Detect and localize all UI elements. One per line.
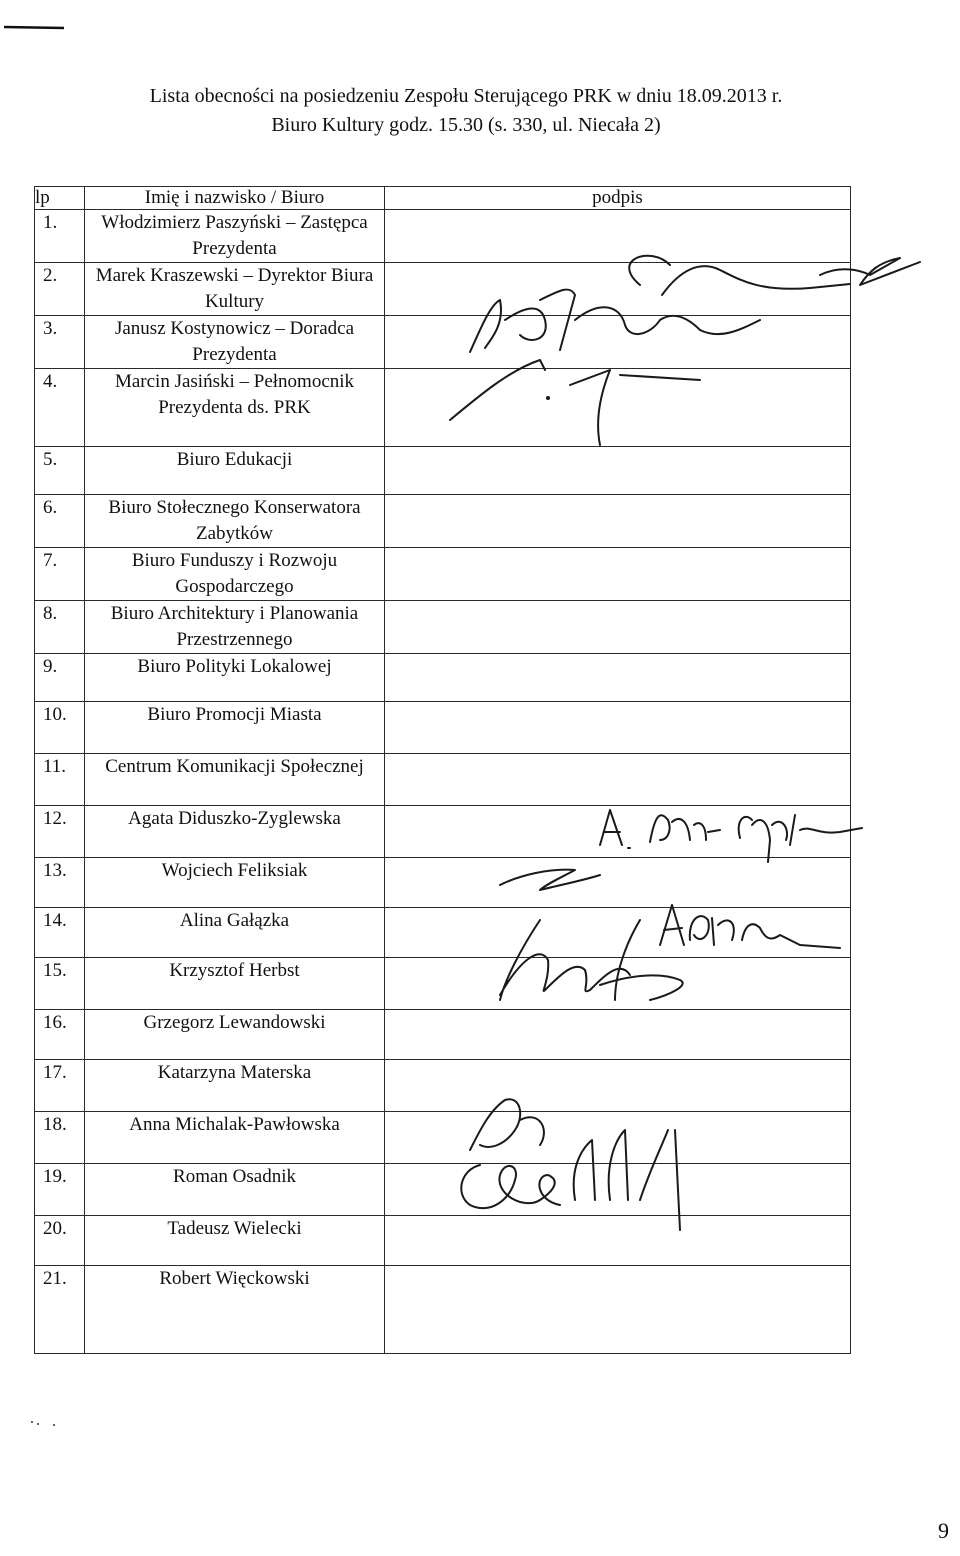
- table-row: [35, 369, 851, 447]
- row-number: 18.: [35, 1112, 85, 1164]
- row-signature-cell: [385, 548, 851, 601]
- table-row: [35, 548, 851, 601]
- row-number: 4.: [35, 369, 85, 447]
- header-name: Imię i nazwisko / Biuro: [85, 187, 385, 210]
- row-name: Anna Michalak-Pawłowska: [85, 1112, 385, 1164]
- row-number: 2.: [35, 263, 85, 316]
- row-number: 7.: [35, 548, 85, 601]
- row-number: 5.: [35, 447, 85, 495]
- row-signature-cell: [385, 447, 851, 495]
- row-number: 9.: [35, 654, 85, 702]
- document-header: [0, 82, 960, 140]
- document-subtitle: Biuro Kultury godz. 15.30 (s. 330, ul. Niecała 2): [271, 114, 661, 136]
- table-row: [35, 1216, 851, 1266]
- row-signature-cell: [385, 369, 851, 447]
- row-name: Włodzimierz Paszyński – Zastępca Prezydenta: [85, 210, 385, 263]
- row-signature-cell: [385, 958, 851, 1010]
- row-name: Wojciech Feliksiak: [85, 858, 385, 908]
- row-number: 6.: [35, 495, 85, 548]
- row-number: 13.: [35, 858, 85, 908]
- row-signature-cell: [385, 1060, 851, 1112]
- document-title: Lista obecności na posiedzeniu Zespołu Sterującego PRK w dniu 18.09.2013 r.: [149, 85, 783, 107]
- row-signature-cell: [385, 858, 851, 908]
- scan-specks: [28, 1418, 68, 1428]
- table-row: [35, 210, 851, 263]
- row-number: 14.: [35, 908, 85, 958]
- row-number: 20.: [35, 1216, 85, 1266]
- row-name: Agata Diduszko-Zyglewska: [85, 806, 385, 858]
- table-header-row: [35, 187, 851, 210]
- table-row: [35, 754, 851, 806]
- row-name: Alina Gałązka: [85, 908, 385, 958]
- row-name: Biuro Edukacji: [85, 447, 385, 495]
- row-name: Tadeusz Wielecki: [85, 1216, 385, 1266]
- row-signature-cell: [385, 754, 851, 806]
- row-number: 15.: [35, 958, 85, 1010]
- table-row: [35, 1010, 851, 1060]
- row-name: Biuro Architektury i Planowania Przestrzennego: [85, 601, 385, 654]
- row-signature-cell: [385, 1266, 851, 1354]
- row-name: Marek Kraszewski – Dyrektor Biura Kultury: [85, 263, 385, 316]
- row-name: Biuro Polityki Lokalowej: [85, 654, 385, 702]
- row-number: 17.: [35, 1060, 85, 1112]
- row-number: 16.: [35, 1010, 85, 1060]
- row-signature-cell: [385, 316, 851, 369]
- row-number: 3.: [35, 316, 85, 369]
- row-name: Robert Więckowski: [85, 1266, 385, 1354]
- row-name: Krzysztof Herbst: [85, 958, 385, 1010]
- row-signature-cell: [385, 654, 851, 702]
- row-signature-cell: [385, 702, 851, 754]
- row-signature-cell: [385, 1112, 851, 1164]
- table-row: [35, 702, 851, 754]
- row-number: 11.: [35, 754, 85, 806]
- row-name: Biuro Promocji Miasta: [85, 702, 385, 754]
- row-name: Roman Osadnik: [85, 1164, 385, 1216]
- row-signature-cell: [385, 1010, 851, 1060]
- row-signature-cell: [385, 601, 851, 654]
- table-row: [35, 654, 851, 702]
- row-number: 21.: [35, 1266, 85, 1354]
- scan-corner-mark: [4, 24, 66, 30]
- table-row: [35, 958, 851, 1010]
- row-signature-cell: [385, 210, 851, 263]
- row-signature-cell: [385, 908, 851, 958]
- table-row: [35, 1266, 851, 1354]
- row-name: Centrum Komunikacji Społecznej: [85, 754, 385, 806]
- row-number: 10.: [35, 702, 85, 754]
- row-number: 1.: [35, 210, 85, 263]
- table-row: [35, 495, 851, 548]
- row-signature-cell: [385, 263, 851, 316]
- row-name: Grzegorz Lewandowski: [85, 1010, 385, 1060]
- page-number: 9: [938, 1518, 949, 1543]
- table-row: [35, 601, 851, 654]
- row-signature-cell: [385, 495, 851, 548]
- attendance-table: [34, 186, 851, 1354]
- header-lp: lp: [35, 187, 85, 210]
- table-row: [35, 1060, 851, 1112]
- row-signature-cell: [385, 1164, 851, 1216]
- table-row: [35, 447, 851, 495]
- row-signature-cell: [385, 806, 851, 858]
- table-row: [35, 806, 851, 858]
- row-name: Janusz Kostynowicz – Doradca Prezydenta: [85, 316, 385, 369]
- table-row: [35, 1164, 851, 1216]
- header-signature: podpis: [385, 187, 851, 210]
- row-number: 8.: [35, 601, 85, 654]
- table-row: [35, 908, 851, 958]
- table-row: [35, 316, 851, 369]
- table-body: [35, 210, 851, 1354]
- row-name: Biuro Stołecznego Konserwatora Zabytków: [85, 495, 385, 548]
- row-number: 19.: [35, 1164, 85, 1216]
- row-name: Marcin Jasiński – Pełnomocnik Prezydenta ds. PRK: [85, 369, 385, 447]
- row-name: Biuro Funduszy i Rozwoju Gospodarczego: [85, 548, 385, 601]
- row-number: 12.: [35, 806, 85, 858]
- row-signature-cell: [385, 1216, 851, 1266]
- row-name: Katarzyna Materska: [85, 1060, 385, 1112]
- table-row: [35, 1112, 851, 1164]
- table-row: [35, 858, 851, 908]
- table-row: [35, 263, 851, 316]
